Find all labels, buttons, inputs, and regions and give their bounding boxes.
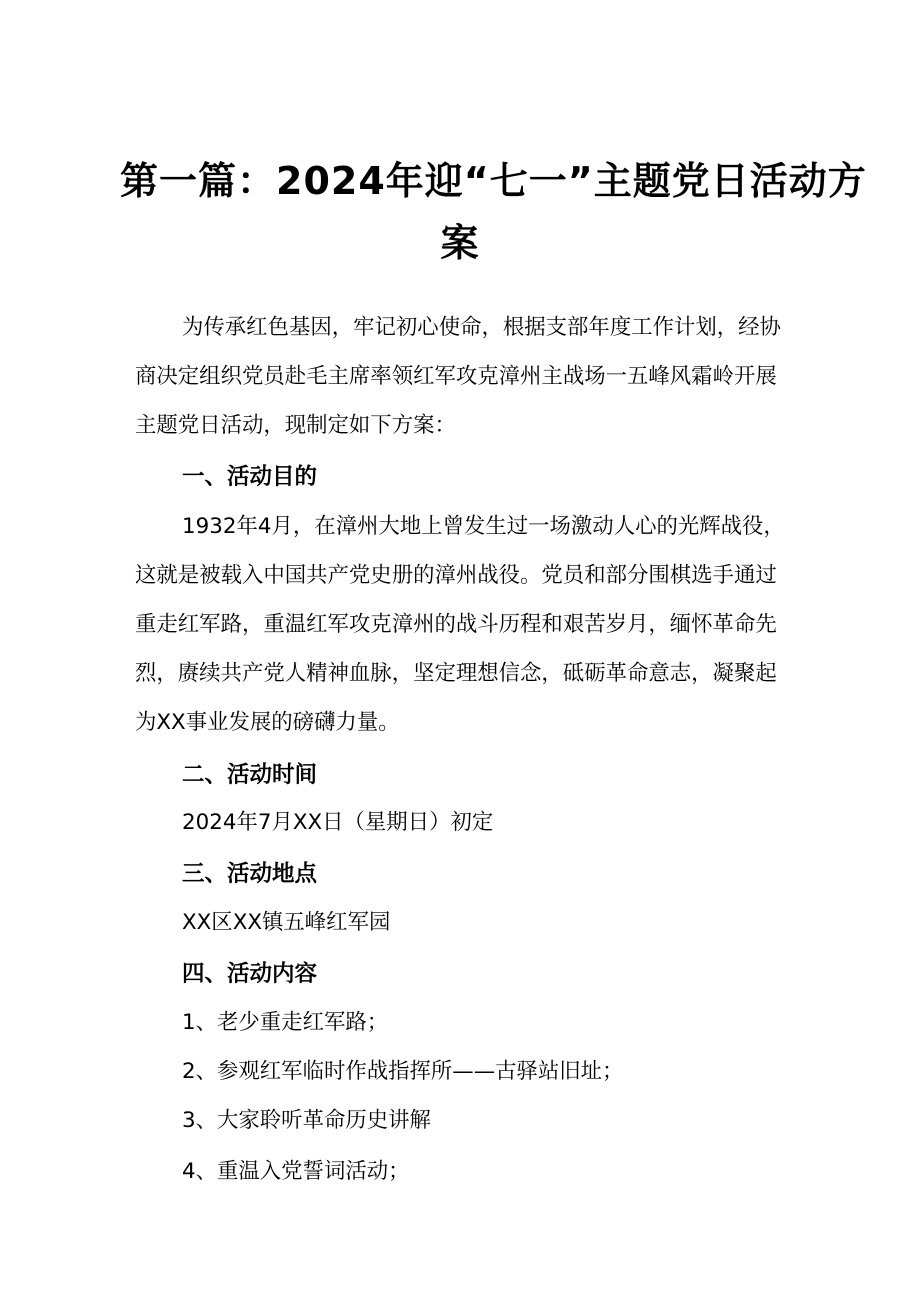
document-title-line-1: 第一篇：2024年迎“七一”主题党日活动方 [120, 159, 867, 203]
activity-time: 2024年7月XX日（星期日）初定 [182, 810, 494, 835]
section-heading-content: 四、活动内容 [182, 961, 318, 987]
intro-line-1: 为传承红色基因，牢记初心使命，根据支部年度工作计划，经协 [182, 315, 781, 340]
purpose-line-4: 烈，赓续共产党人精神血脉，坚定理想信念，砥砺革命意志，凝聚起 [135, 661, 777, 686]
purpose-line-5: 为XX事业发展的磅礴力量。 [135, 710, 400, 735]
purpose-line-3: 重走红军路，重温红军攻克漳州的战斗历程和艰苦岁月，缅怀革命先 [135, 612, 777, 637]
section-heading-purpose: 一、活动目的 [182, 464, 318, 490]
content-item-3: 3、大家聆听革命历史讲解 [182, 1108, 431, 1133]
purpose-line-1: 1932年4月，在漳州大地上曾发生过一场激动人心的光辉战役， [182, 514, 785, 539]
content-item-1: 1、老少重走红军路； [182, 1010, 389, 1035]
intro-line-3: 主题党日活动，现制定如下方案： [135, 413, 456, 438]
document-title-line-2: 案 [440, 221, 480, 265]
content-item-2: 2、参观红军临时作战指挥所——古驿站旧址； [182, 1059, 624, 1084]
section-heading-location: 三、活动地点 [182, 861, 318, 887]
section-heading-time: 二、活动时间 [182, 762, 318, 788]
activity-location: XX区XX镇五峰红军园 [182, 910, 391, 935]
intro-line-2: 商决定组织党员赴毛主席率领红军攻克漳州主战场一五峰风霜岭开展 [135, 364, 777, 389]
content-item-4: 4、重温入党誓词活动； [182, 1159, 410, 1184]
purpose-line-2: 这就是被载入中国共产党史册的漳州战役。党员和部分围棋选手通过 [135, 563, 777, 588]
